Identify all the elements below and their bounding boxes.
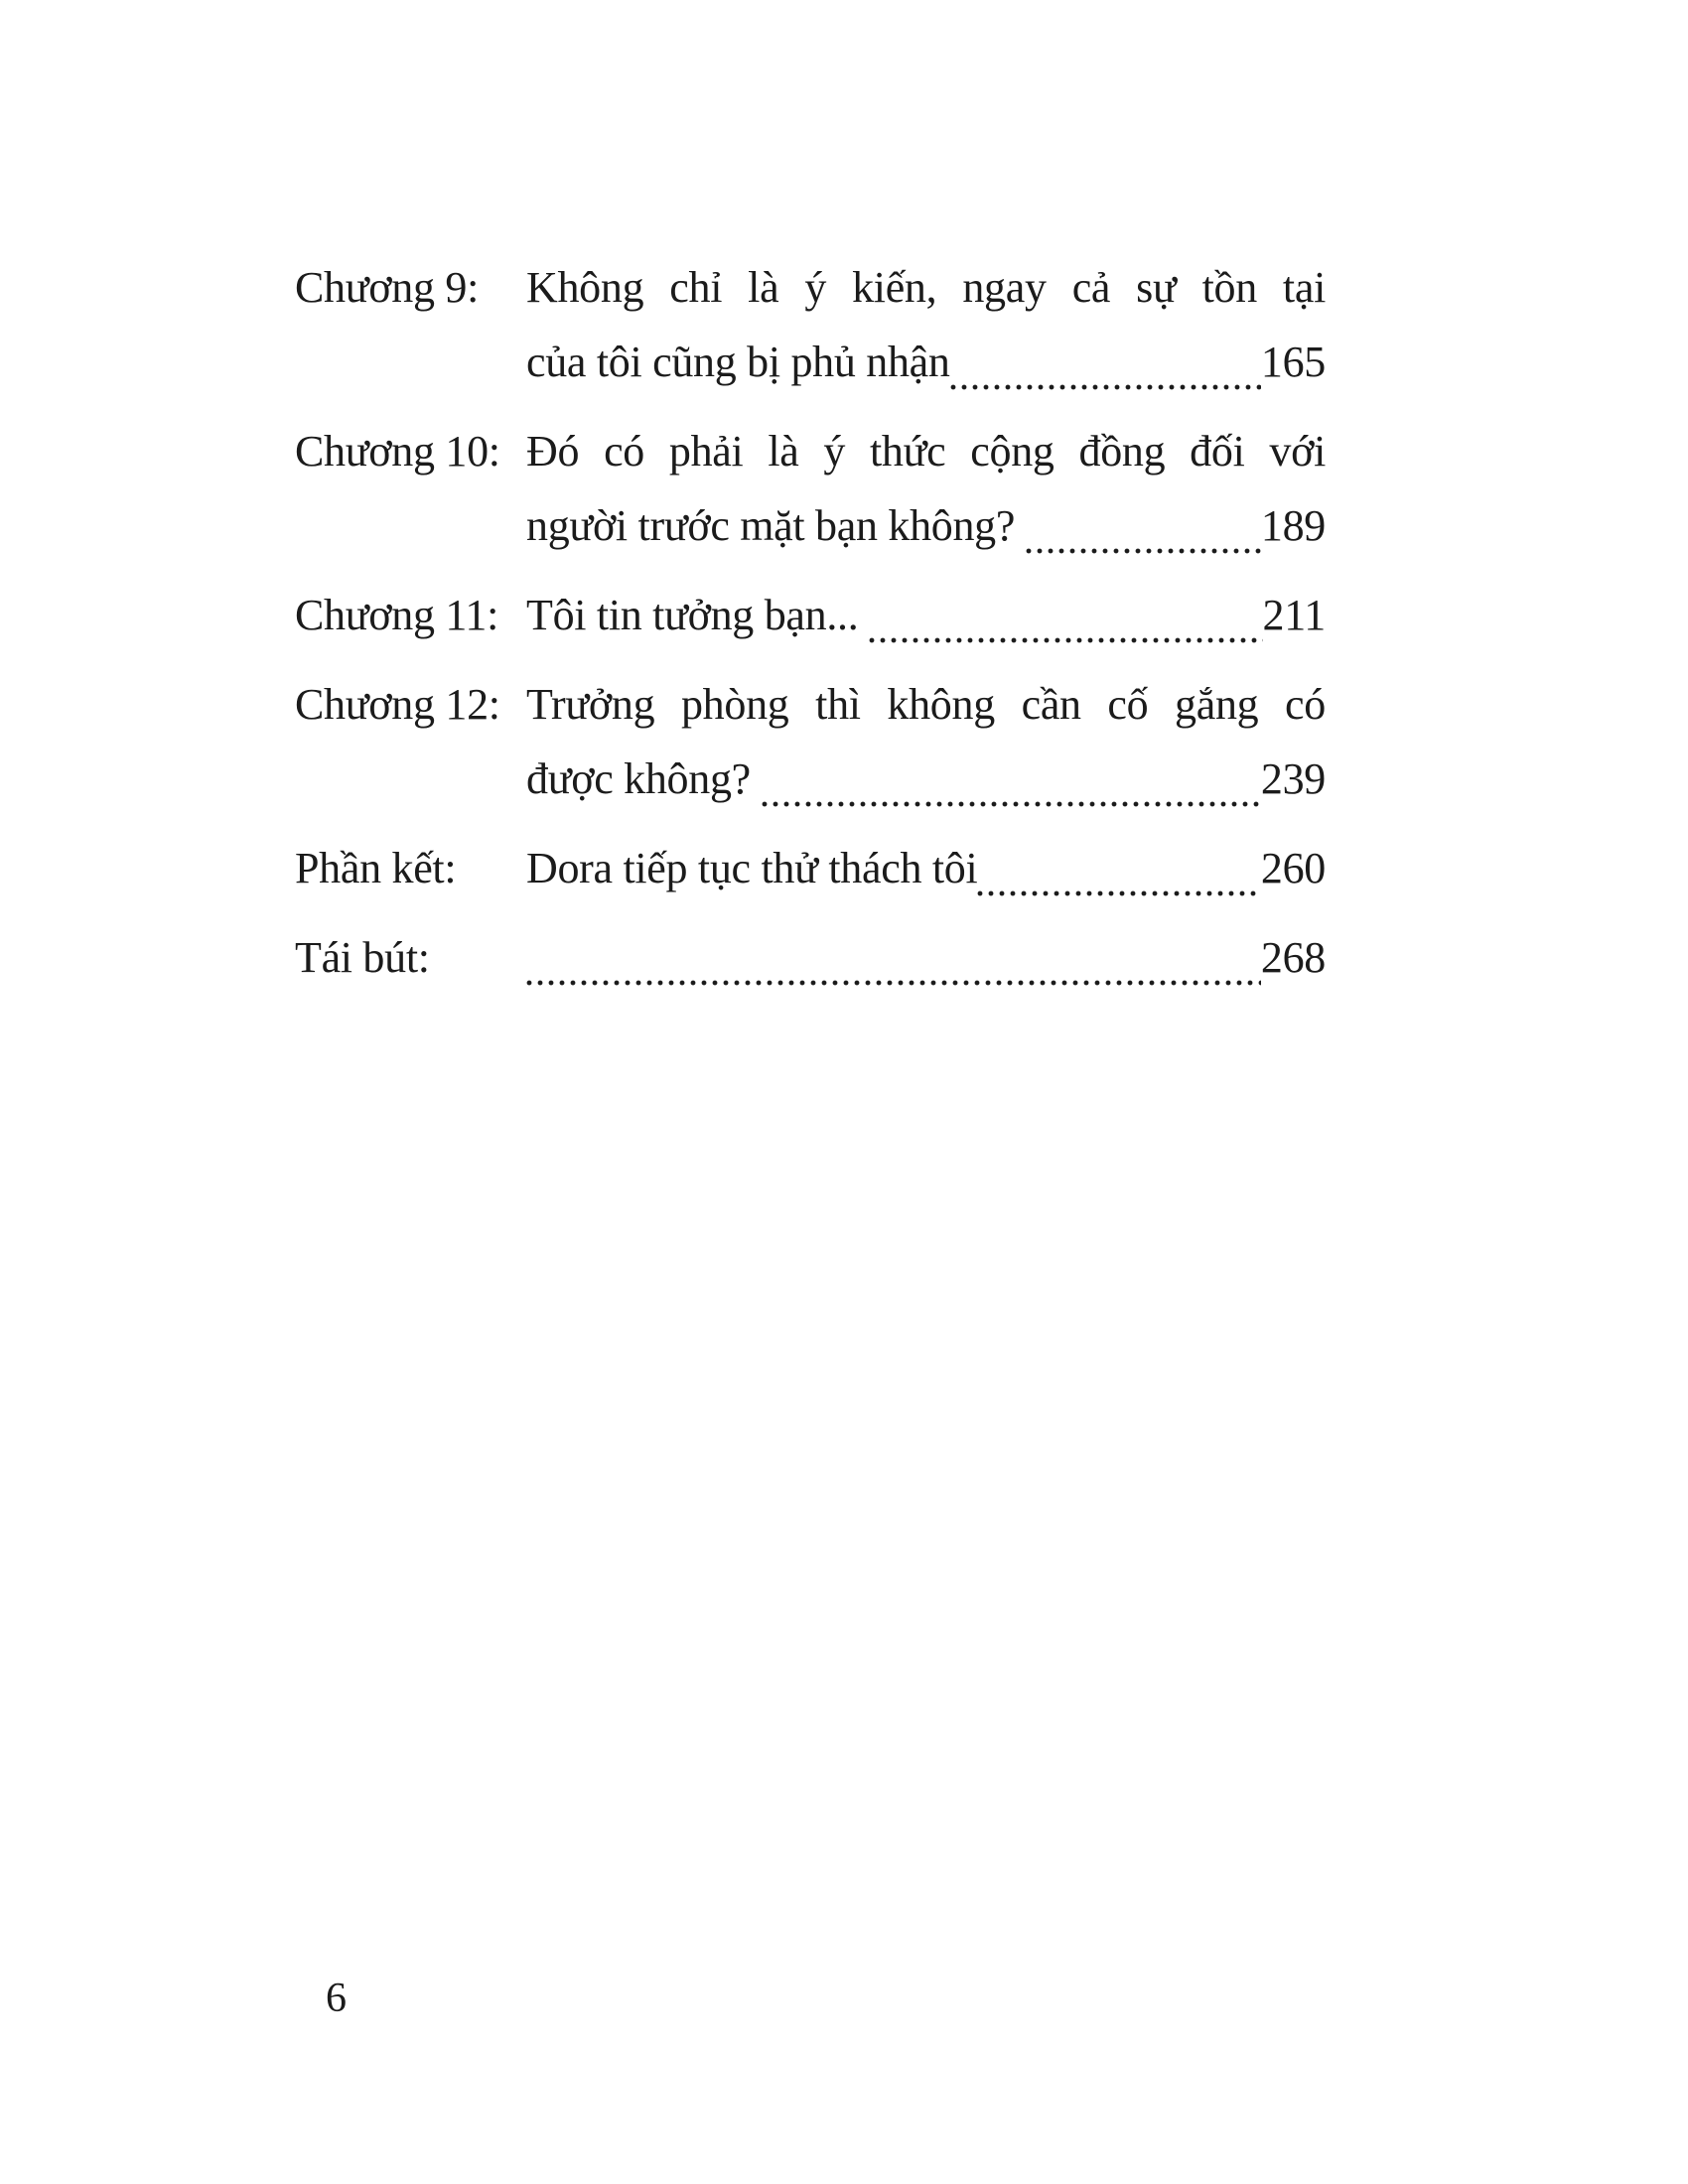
toc-entry-epilogue [295, 831, 1326, 905]
toc-entry-title-line [526, 742, 1326, 816]
toc-entry-label: Tái bút: [295, 933, 430, 982]
toc-entry-title-tail: Tôi tin tưởng bạn... [526, 591, 870, 639]
toc-entry-title [526, 414, 1326, 563]
toc-entry-title-tail: Dora tiếp tục thử thách tôi [526, 844, 978, 892]
toc-entry-title-line [526, 920, 1326, 995]
table-of-contents [295, 250, 1326, 1010]
toc-entry-page-number: 165 [1260, 338, 1326, 386]
toc-entry-title [526, 250, 1326, 399]
toc-entry-page-number: 260 [1260, 844, 1326, 892]
toc-entry-title [526, 920, 1326, 995]
toc-entry-page-number: 211 [1262, 591, 1326, 639]
toc-entry-title [526, 578, 1326, 652]
toc-entry-label: Chương 9: [295, 263, 479, 312]
toc-entry-chapter-10 [295, 414, 1326, 563]
toc-entry-chapter-12 [295, 667, 1326, 816]
toc-entry-chapter-9 [295, 250, 1326, 399]
dot-leader [526, 980, 1261, 986]
dot-leader [950, 384, 1261, 390]
toc-entry-title [526, 831, 1326, 905]
toc-entry-title [526, 667, 1326, 816]
toc-entry-label: Chương 10: [295, 427, 500, 476]
toc-entry-postscript [295, 920, 1326, 995]
toc-entry-title-line: Trưởng phòng thì không cần cố gắng có [526, 680, 1326, 729]
dot-leader [869, 637, 1262, 643]
toc-entry-page-number: 189 [1260, 501, 1326, 550]
toc-entry-label: Phần kết: [295, 844, 457, 892]
toc-entry-title-line: Không chỉ là ý kiến, ngay cả sự tồn tại [526, 263, 1326, 312]
toc-entry-title-tail: của tôi cũng bị phủ nhận [526, 338, 950, 386]
toc-entry-title-line [526, 325, 1326, 399]
dot-leader [977, 890, 1260, 896]
toc-entry-chapter-11 [295, 578, 1326, 652]
footer-page-number: 6 [326, 1976, 347, 2021]
toc-entry-label: Chương 11: [295, 591, 499, 639]
toc-entry-title-line [526, 831, 1326, 905]
dot-leader [1026, 548, 1261, 554]
toc-entry-title-line [526, 488, 1326, 563]
toc-entry-label: Chương 12: [295, 680, 500, 729]
toc-entry-title-tail: được không? [526, 754, 762, 803]
toc-entry-title-tail: người trước mặt bạn không? [526, 501, 1026, 550]
toc-entry-page-number: 239 [1260, 754, 1326, 803]
toc-entry-page-number: 268 [1260, 933, 1326, 982]
dot-leader [762, 801, 1261, 807]
toc-entry-title-line: Đó có phải là ý thức cộng đồng đối với [526, 427, 1326, 476]
toc-entry-title-line [526, 578, 1326, 652]
